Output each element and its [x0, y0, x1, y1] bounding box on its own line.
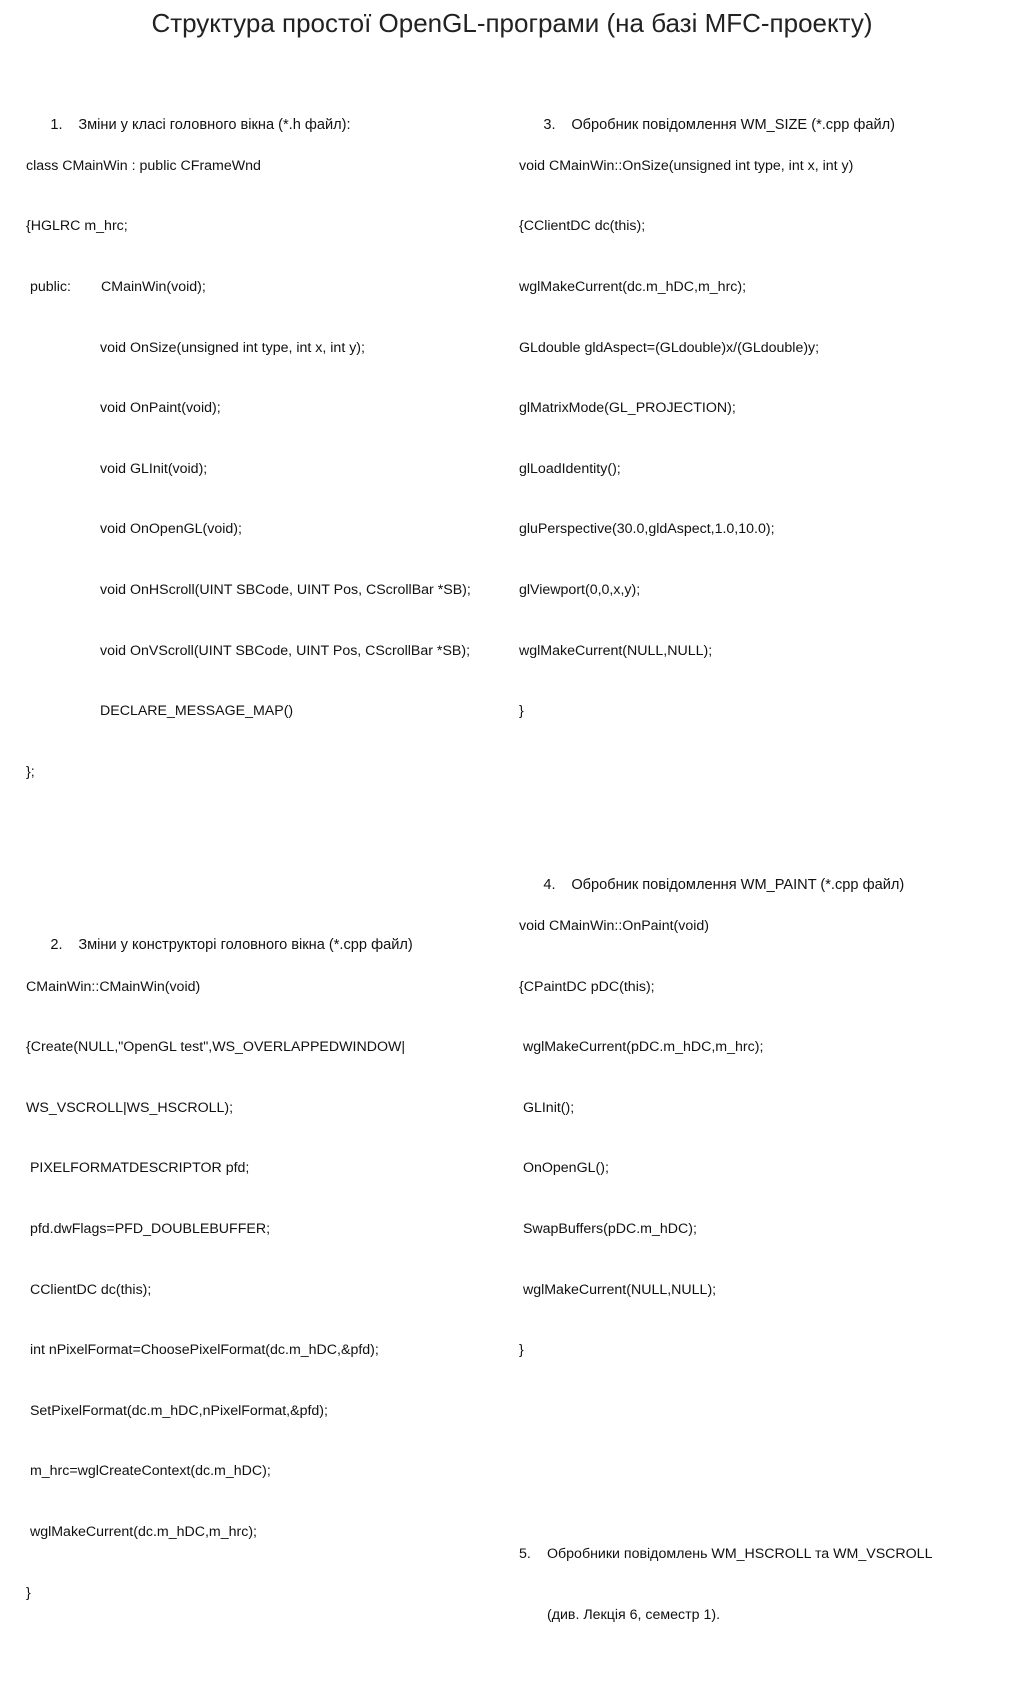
code-line: SetPixelFormat(dc.m_hDC,nPixelFormat,&pfd);	[26, 1402, 328, 1419]
code-line: glLoadIdentity();	[519, 460, 621, 477]
code-line: wglMakeCurrent(pDC.m_hDC,m_hrc);	[519, 1039, 764, 1056]
code-line: void OnSize(unsigned int type, int x, int y);	[100, 339, 365, 356]
code-line: class CMainWin : public CFrameWnd	[26, 157, 261, 174]
code-line: }	[26, 1584, 31, 1601]
section-4-title: Обробник повідомлення WM_PAINT (*.cpp файл)	[571, 876, 905, 893]
constructor-decl: CMainWin(void);	[101, 279, 206, 295]
code-line: WS_VSCROLL|WS_HSCROLL);	[26, 1099, 234, 1116]
code-line: gluPerspective(30.0,gldAspect,1.0,10.0);	[519, 521, 775, 538]
code-line: glMatrixMode(GL_PROJECTION);	[519, 400, 736, 417]
code-line: SwapBuffers(pDC.m_hDC);	[519, 1220, 697, 1237]
section-1-title: Зміни у класі головного вікна (*.h файл):	[78, 116, 351, 133]
code-line: {CClientDC dc(this);	[519, 218, 646, 235]
code-line: void OnHScroll(UINT SBCode, UINT Pos, CScrollBar *SB);	[100, 581, 471, 598]
left-column	[26, 54, 506, 1643]
code-line: {HGLRC m_hrc;	[26, 218, 128, 235]
section-5-title: Обробники повідомлень WM_HSCROLL та WM_VSCROLL	[547, 1545, 933, 1562]
section-5-continuation: (див. Лекція 6, семестр 1).	[547, 1606, 721, 1623]
section-3-heading	[519, 94, 1014, 133]
code-line: {CPaintDC pDC(this);	[519, 978, 655, 995]
code-line: void CMainWin::OnSize(unsigned int type, int x, int y)	[519, 157, 854, 174]
section-5	[519, 1504, 1014, 1666]
code-line: OnOpenGL();	[519, 1160, 609, 1177]
code-line: }	[519, 1342, 524, 1359]
section-5-number: 5.	[519, 1545, 531, 1562]
code-line: CClientDC dc(this);	[26, 1281, 152, 1298]
code-line: wglMakeCurrent(NULL,NULL);	[519, 642, 713, 659]
code-line: GLdouble gldAspect=(GLdouble)x/(GLdouble)y;	[519, 339, 820, 356]
code-line: };	[26, 763, 35, 780]
section-4-number: 4.	[543, 876, 556, 893]
spacer	[519, 782, 1014, 794]
section-3-title: Обробник повідомлення WM_SIZE (*.cpp файл)	[571, 116, 896, 133]
code-line: int nPixelFormat=ChoosePixelFormat(dc.m_hDC,&pfd);	[26, 1342, 379, 1359]
code-line: DECLARE_MESSAGE_MAP()	[100, 703, 294, 720]
code-line: void GLInit(void);	[100, 460, 208, 477]
code-line: pfd.dwFlags=PFD_DOUBLEBUFFER;	[26, 1220, 271, 1237]
code-line: {Create(NULL,"OpenGL test",WS_OVERLAPPEDWINDOW|	[26, 1039, 406, 1056]
code-line: wglMakeCurrent(dc.m_hDC,m_hrc);	[519, 279, 747, 295]
slide-title: Структура простої OpenGL-програми (на базі MFC-проекту)	[151, 8, 873, 38]
spacer	[26, 843, 506, 855]
code-line: wglMakeCurrent(NULL,NULL);	[519, 1281, 717, 1298]
code-line: void CMainWin::OnPaint(void)	[519, 917, 710, 934]
right-column	[519, 54, 1014, 1706]
code-line: wglMakeCurrent(dc.m_hDC,m_hrc);	[26, 1523, 257, 1540]
section-2-title: Зміни у конструкторі головного вікна (*.cpp файл)	[78, 937, 413, 954]
code-line: PIXELFORMATDESCRIPTOR pfd;	[26, 1160, 250, 1177]
code-line: void OnPaint(void);	[100, 400, 221, 417]
code-line: glViewport(0,0,x,y);	[519, 581, 641, 598]
code-line: m_hrc=wglCreateContext(dc.m_hDC);	[26, 1463, 271, 1480]
code-line: void OnVScroll(UINT SBCode, UINT Pos, CScrollBar *SB);	[100, 642, 471, 659]
spacer	[519, 1421, 1014, 1443]
public-keyword: public:	[26, 279, 71, 295]
section-4-heading	[519, 855, 1014, 893]
section-1-heading	[26, 94, 506, 133]
code-line	[26, 277, 506, 297]
code-line: }	[519, 703, 524, 720]
section-2-number: 2.	[50, 937, 63, 954]
code-line: CMainWin::CMainWin(void)	[26, 978, 201, 995]
section-3-number: 3.	[543, 116, 556, 133]
section-2-heading	[26, 915, 506, 954]
code-line: GLInit();	[519, 1099, 575, 1116]
code-line: void OnOpenGL(void);	[100, 521, 242, 538]
section-1-number: 1.	[50, 116, 63, 133]
